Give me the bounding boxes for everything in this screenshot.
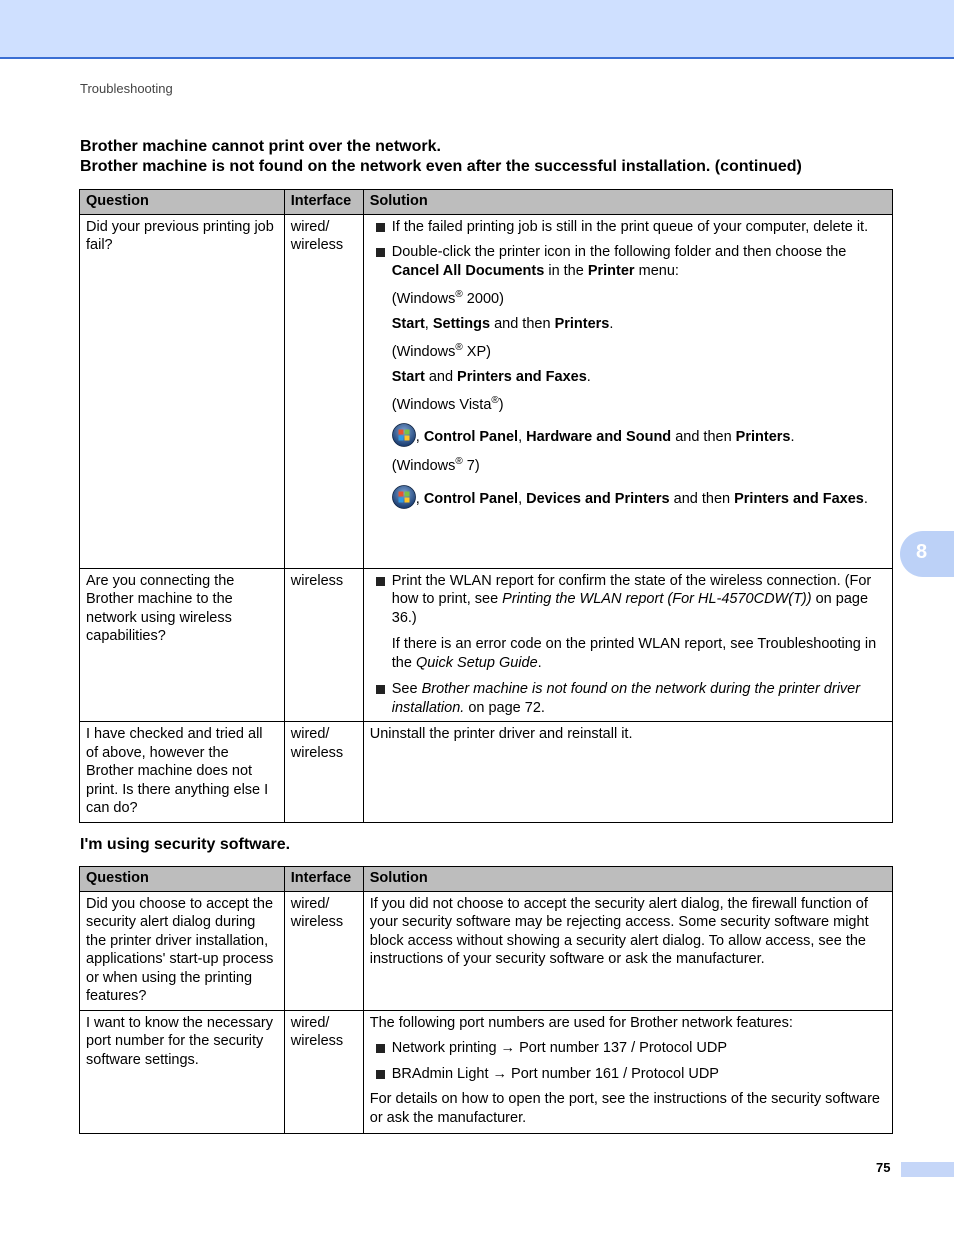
port-outro: For details on how to open the port, see the instructions of the security software or ask the manufacturer. <box>369 1091 880 1126</box>
bullet-square-icon <box>376 223 385 232</box>
column-header-interface: Interface <box>284 867 363 892</box>
section-label: Troubleshooting <box>80 81 173 96</box>
os-label-vista: (Windows Vista®) <box>391 395 504 413</box>
question-cell: I want to know the necessary port number for the security software settings. <box>80 1010 285 1133</box>
windows-start-icon <box>392 423 416 447</box>
port-intro: The following port numbers are used for Brother network features: <box>369 1014 793 1031</box>
heading-cannot-print: Brother machine cannot print over the network. <box>80 138 441 155</box>
question-cell: Did you choose to accept the security alert dialog during the printer driver installation, applications' start-up process or when using the printing features? <box>80 891 285 1010</box>
table-header-row <box>80 867 893 892</box>
solution-cell <box>363 1010 892 1133</box>
question-cell: Are you connecting the Brother machine to the network using wireless capabilities? <box>80 568 285 722</box>
interface-cell: wired/ wireless <box>284 722 363 823</box>
table-row <box>80 1010 893 1133</box>
solution-cell <box>363 214 892 568</box>
chapter-number: 8 <box>916 541 928 563</box>
question-cell: I have checked and tried all of above, however the Brother machine does not print. Is there anything else I can do? <box>80 722 285 823</box>
os-steps-vista: , Control Panel, Hardware and Sound and then Printers. <box>370 423 886 447</box>
table-row <box>80 891 893 1010</box>
os-label-winxp: (Windows® XP) <box>391 342 491 360</box>
solution-cell: If you did not choose to accept the security alert dialog, the firewall function of your security software may be rejecting access. Some security software might block access without showing a security alert dialog. To allow access, see the instructions of your security software or ask the manufacturer. <box>363 891 892 1010</box>
windows-start-icon <box>392 485 416 509</box>
column-header-question: Question <box>80 190 285 215</box>
bullet-square-icon <box>376 577 385 586</box>
os-steps-win7: , Control Panel, Devices and Printers and then Printers and Faxes. <box>370 485 886 509</box>
column-header-solution: Solution <box>363 867 892 892</box>
troubleshooting-table-network <box>79 189 893 823</box>
bullet-square-icon <box>376 1044 385 1053</box>
solution-cell <box>363 568 892 722</box>
column-header-question: Question <box>80 867 285 892</box>
heading-security-software: I'm using security software. <box>80 836 291 853</box>
bullet-square-icon <box>376 1070 385 1079</box>
os-label-win7: (Windows® 7) <box>391 455 480 474</box>
interface-cell: wired/ wireless <box>284 214 363 568</box>
column-header-interface: Interface <box>284 190 363 215</box>
bullet-item: Double-click the printer icon in the following folder and then choose the Cancel All Documents in the Printer menu: <box>370 243 886 280</box>
interface-cell: wireless <box>284 568 363 722</box>
table-row <box>80 722 893 823</box>
chapter-tab <box>900 531 954 577</box>
header-band <box>0 0 954 59</box>
page-number: 75 <box>876 1160 891 1175</box>
interface-cell: wired/ wireless <box>284 891 363 1010</box>
interface-cell: wired/ wireless <box>284 1010 363 1133</box>
heading-not-found: Brother machine is not found on the network even after the successful installation. (continued) <box>80 158 802 175</box>
bullet-item: Network printing → Port number 137 / Protocol UDP <box>370 1039 886 1058</box>
table-row <box>80 568 893 722</box>
troubleshooting-table-security <box>79 866 893 1134</box>
question-cell: Did your previous printing job fail? <box>80 214 285 568</box>
column-header-solution: Solution <box>363 190 892 215</box>
bullet-item: See Brother machine is not found on the network during the printer driver installation. on page 72. <box>370 680 886 717</box>
bullet-item: Print the WLAN report for confirm the state of the wireless connection. (For how to print, see Printing the WLAN report (For HL-4570CDW(T)) on page 36.) <box>370 572 886 628</box>
solution-cell: Uninstall the printer driver and reinstall it. <box>363 722 892 823</box>
table-row <box>80 214 893 568</box>
os-label-win2000: (Windows® 2000) <box>391 289 504 307</box>
bullet-square-icon <box>376 248 385 257</box>
os-steps-winxp: Start and Printers and Faxes. <box>391 368 591 385</box>
os-steps-win2000: Start, Settings and then Printers. <box>391 315 614 332</box>
bullet-square-icon <box>376 685 385 694</box>
bullet-item: BRAdmin Light → Port number 161 / Protocol UDP <box>370 1065 886 1084</box>
wlan-note: If there is an error code on the printed WLAN report, see Troubleshooting in the Quick Setup Guide. <box>391 636 877 671</box>
table-header-row <box>80 190 893 215</box>
page-number-bar <box>901 1162 954 1177</box>
bullet-item: If the failed printing job is still in the print queue of your computer, delete it. <box>370 218 886 237</box>
